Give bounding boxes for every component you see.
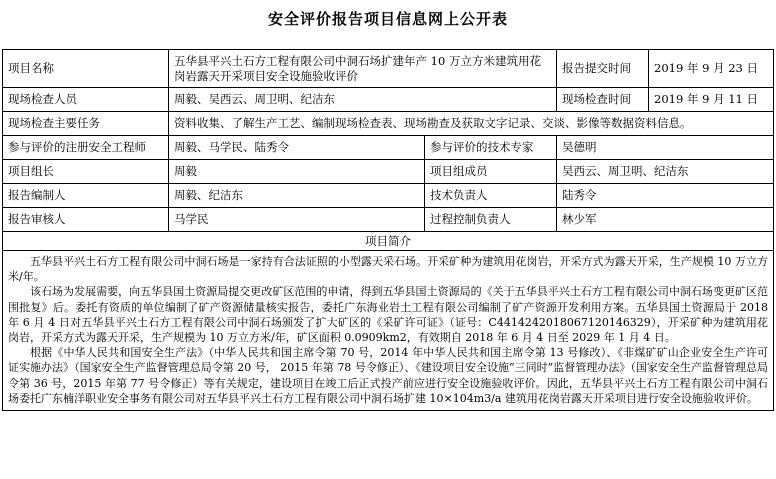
project-name-value: 五华县平兴土石方工程有限公司中洞石场扩建年产 10 万立方米建筑用花岗岩露天开采项目安全设施验收评价	[169, 50, 557, 88]
experts-value: 吴德明	[557, 136, 774, 160]
tasks-label: 现场检查主要任务	[3, 112, 169, 136]
inspectors-label: 现场检查人员	[3, 88, 169, 112]
summary-paragraph: 根据《中华人民共和国安全生产法》（中华人民共和国主席令第 70 号，2014 年中华人民共和国主席令第 13 号修改）、《非煤矿矿山企业安全生产许可证实施办法》（国家安全生产监督管理总局令第 20 号， 2015 年第 78 号令修正）、《建设项目安全设施“三同时”监督管理办法》（国家安全生产监督管理总局令第 36 号，2015 年第 77 号令修正）等有关规定，建设项目在竣工后正式投产前应进行安全设施验收评价。因此，五华县平兴土石方工程有限公司中洞石场委托广东楠洋职业安全事务有限公司对五华县平兴土石方工程有限公司中洞石场扩建 10×104m3/a 建筑用花岗岩露天开采项目进行安全设施验收评价。	[8, 346, 769, 405]
tech-lead-label: 技术负责人	[425, 184, 557, 208]
table-row	[3, 88, 774, 112]
compiler-label: 报告编制人	[3, 184, 169, 208]
table-row	[3, 112, 774, 136]
table-row	[3, 184, 774, 208]
engineers-label: 参与评价的注册安全工程师	[3, 136, 169, 160]
submit-time-value: 2019 年 9 月 23 日	[649, 50, 774, 88]
summary-heading: 项目简介	[3, 232, 774, 251]
experts-label: 参与评价的技术专家	[425, 136, 557, 160]
page-title: 安全评价报告项目信息网上公开表	[267, 10, 508, 28]
summary-paragraph: 五华县平兴土石方工程有限公司中洞石场是一家持有合法证照的小型露天采石场。开采矿种为建筑用花岗岩，开采方式为露天开采，生产规模 10 万立方米/年。	[8, 255, 769, 284]
project-name-label: 项目名称	[3, 50, 169, 88]
table-row	[3, 50, 774, 88]
inspection-time-label: 现场检查时间	[557, 88, 649, 112]
table-row	[3, 160, 774, 184]
summary-body	[3, 251, 774, 411]
submit-time-label: 报告提交时间	[557, 50, 649, 88]
compiler-value: 周毅、纪洁东	[169, 184, 425, 208]
members-value: 吴西云、周卫明、纪洁东	[557, 160, 774, 184]
inspection-time-value: 2019 年 9 月 11 日	[649, 88, 774, 112]
table-row	[3, 208, 774, 232]
members-label: 项目组成员	[425, 160, 557, 184]
process-control-value: 林少军	[557, 208, 774, 232]
info-table	[2, 49, 774, 411]
tech-lead-value: 陆秀令	[557, 184, 774, 208]
reviewer-label: 报告审核人	[3, 208, 169, 232]
table-row	[3, 251, 774, 411]
engineers-value: 周毅、马学民、陆秀令	[169, 136, 425, 160]
inspectors-value: 周毅、吴西云、周卫明、纪洁东	[169, 88, 557, 112]
leader-label: 项目组长	[3, 160, 169, 184]
leader-value: 周毅	[169, 160, 425, 184]
summary-paragraph: 该石场为发展需要，向五华县国土资源局提交更改矿区范围的申请，得到五华县国土资源局的《关于五华县平兴土石方工程有限公司中洞石场变更矿区范围批复》后。委托有资质的单位编制了矿产资源储量核实报告，委托广东海业岩土工程有限公司编制了矿产资源开发利用方案。五华县国土资源局于 2018 年 6 月 4 日对五华县平兴土石方工程有限公司中洞石场颁发了扩大矿区的《采矿许可证》（证号：C4414242018067120146329），开采矿种为建筑用花岗岩，开采方式为露天开采，生产规模为 10 万立方米/年，矿区面积 0.0909km2，有效期自 2018 年 6 月 4 日至 2029 年 1 月 4 日。	[8, 285, 769, 345]
table-row	[3, 136, 774, 160]
process-control-label: 过程控制负责人	[425, 208, 557, 232]
table-row	[3, 232, 774, 251]
reviewer-value: 马学民	[169, 208, 425, 232]
tasks-value: 资料收集、了解生产工艺、编制现场检查表、现场勘查及获取文字记录、交谈、影像等数据资料信息。	[169, 112, 774, 136]
